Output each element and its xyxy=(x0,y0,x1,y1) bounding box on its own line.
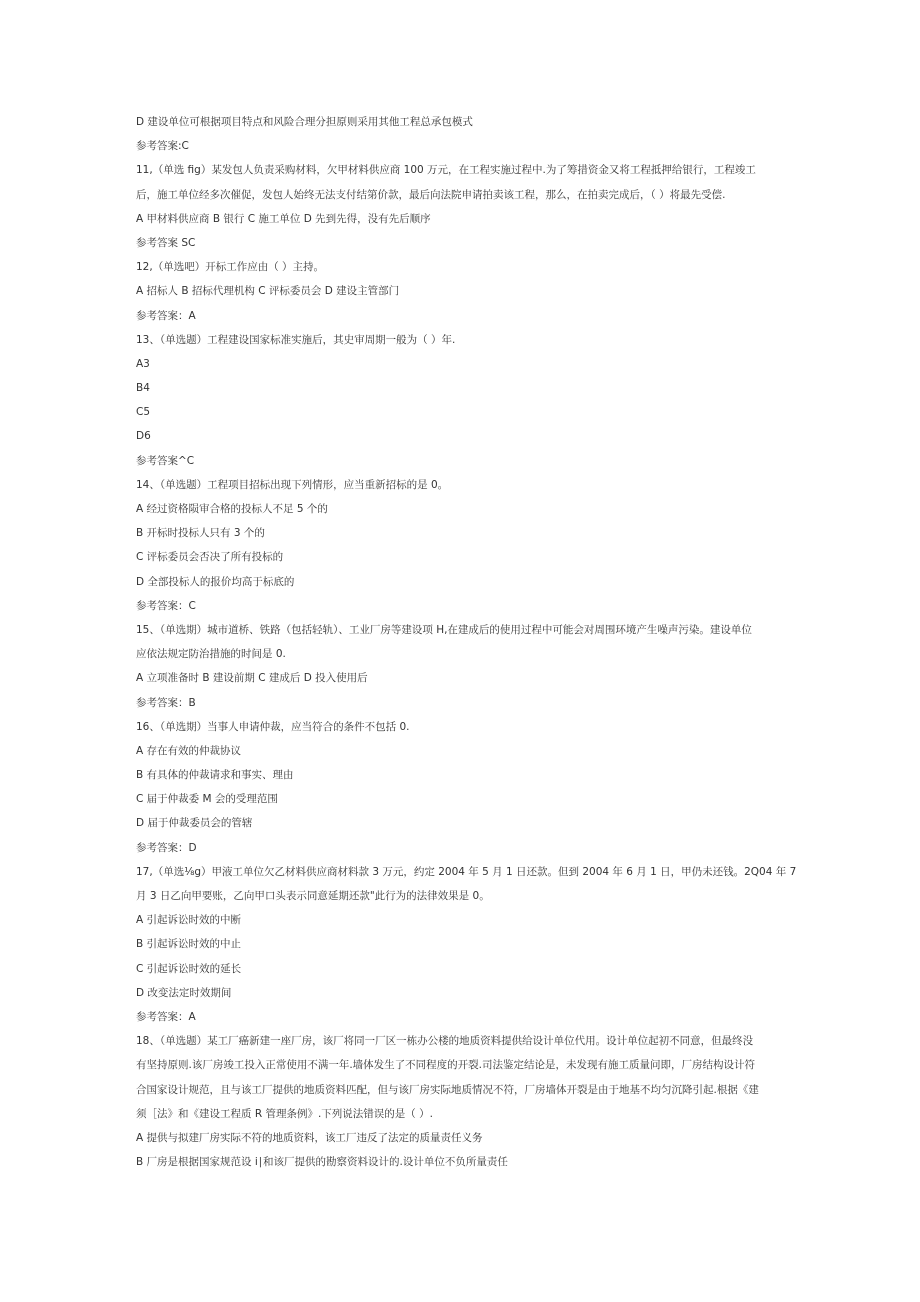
answer-line: 参考答案：A xyxy=(136,309,196,322)
question-12: 12,（单选吧）开标工作应由（ ）主持。 xyxy=(136,261,325,274)
option-line: C 评标委员会否决了所有投标的 xyxy=(136,551,284,564)
document-page xyxy=(136,114,796,1178)
option-line: B 引起诉讼时效的中止 xyxy=(136,938,242,951)
question-17-line-2: 月 3 日乙向甲要账，乙向甲口头表示同意延期还款"此行为的法律效果是 0。 xyxy=(136,890,490,902)
option-line: A3 xyxy=(136,357,150,370)
option-line: A 经过资格陨审合格的投标人不足 5 个的 xyxy=(136,503,328,515)
option-line: C 引起诉讼时效的延长 xyxy=(136,962,242,975)
answer-line: 参考答案:C xyxy=(136,140,189,153)
answer-line: 参考答案^C xyxy=(136,454,195,467)
text-line: D 建设单位可根据项目特点和风险合理分担原则采用其他工程总承包模式 xyxy=(136,116,473,128)
option-line: D 届于仲裁委员会的管辖 xyxy=(136,817,253,830)
question-11-line-1: 11,（单选 fig）某发包人负责采购材料，欠甲材料供应商 100 万元，在工程实施过程中.为了筹措资金又将工程抵押给银行，工程竣工 xyxy=(136,164,756,177)
question-18-line-2: 有坚持原则.该厂房竣工投入正常使用不满一年.墙体发生了不同程度的开裂.司法鉴定结论是，未发现有施工质量问即，厂房结构设计符 xyxy=(136,1059,756,1072)
option-line: C5 xyxy=(136,406,151,419)
option-line: A 引起诉讼时效的中断 xyxy=(136,914,242,927)
answer-line: 参考答案：C xyxy=(136,599,196,612)
option-line: B 厂房是根据国家规范设 i∣和该厂提供的勘察资料设计的.设计单位不负所量责任 xyxy=(136,1156,508,1169)
answer-line: 参考答案：A xyxy=(136,1010,196,1023)
option-line: A 提供与拟建厂房实际不符的地质资料，该工厂违反了法定的质量责任义务 xyxy=(136,1131,483,1144)
question-18-line-3: 合国家设计规范，且与该工厂提供的地质资料匹配，但与该厂房实际地质情况不符，厂房墙体开裂是由于地基不均匀沉降引起.根据《建 xyxy=(136,1083,759,1096)
option-line: A 存在有效的仲裁协议 xyxy=(136,744,242,757)
answer-line: 参考答案：B xyxy=(136,696,196,709)
question-16: 16、（单选期）当事人申请仲裁，应当符合的条件不包括 0. xyxy=(136,720,410,733)
question-13: 13、（单选题）工程建设国家标准实施后，其史审周期一般为（ ）年. xyxy=(136,333,456,346)
answer-line: 参考答案 SC xyxy=(136,236,196,249)
question-18-line-4: 须［法》和《建设工程质 R 管理条例》.下列说法错误的是（ ）. xyxy=(136,1107,433,1120)
question-18-line-1: 18、（单选题）某工厂癌新建一座厂房，该厂将同一厂区一栋办公楼的地质资料提供给设计单位代用。设计单位起初不同意，但最终没 xyxy=(136,1035,754,1048)
question-15-line-2: 应依法规定防治措施的时间是 0. xyxy=(136,648,286,661)
option-line: B 有具体的仲裁请求和事实、理由 xyxy=(136,769,294,782)
option-line: B 开标时投标人只有 3 个的 xyxy=(136,527,265,540)
question-11-line-2: 后，施工单位经多次催促，发包人始终无法支付结第价款，最后向法院申请拍卖该工程，那么，在拍卖完成后，（ ）将最先受偿. xyxy=(136,188,726,201)
question-14: 14、（单选题）工程项目招标出现下列情形，应当重新招标的是 0。 xyxy=(136,478,449,491)
option-line: C 届于仲裁委 M 会的受理范围 xyxy=(136,793,278,806)
answer-line: 参考答案：D xyxy=(136,841,197,854)
question-15-options: A 立项准备时 B 建设前期 C 建成后 D 投入使用后 xyxy=(136,672,368,685)
option-line: D6 xyxy=(136,430,151,443)
question-17-line-1: 17,（单选⅛g）甲液工单位欠乙材料供应商材料款 3 万元，约定 2004 年 5 月 1 日还款。但到 2004 年 6 月 1 日，甲仍未还钱。2Q04 年 7 xyxy=(136,865,796,878)
option-line: B4 xyxy=(136,382,150,395)
option-line: D 改变法定时效期间 xyxy=(136,986,232,999)
question-11-options: A 甲材料供应商 B 银行 C 施工单位 D 先到先得，没有先后顺序 xyxy=(136,212,431,225)
question-12-options: A 招标人 B 招标代理机构 C 评标委员会 D 建设主管部门 xyxy=(136,285,400,298)
question-15-line-1: 15、（单选期）城市道桥、铁路（包括轻轨）、工业厂房等建设项 H,在建成后的使用过程中可能会对周围环境产生噪声污染。建设单位 xyxy=(136,623,752,636)
option-line: D 全部投标人的报价均高于标底的 xyxy=(136,575,295,588)
